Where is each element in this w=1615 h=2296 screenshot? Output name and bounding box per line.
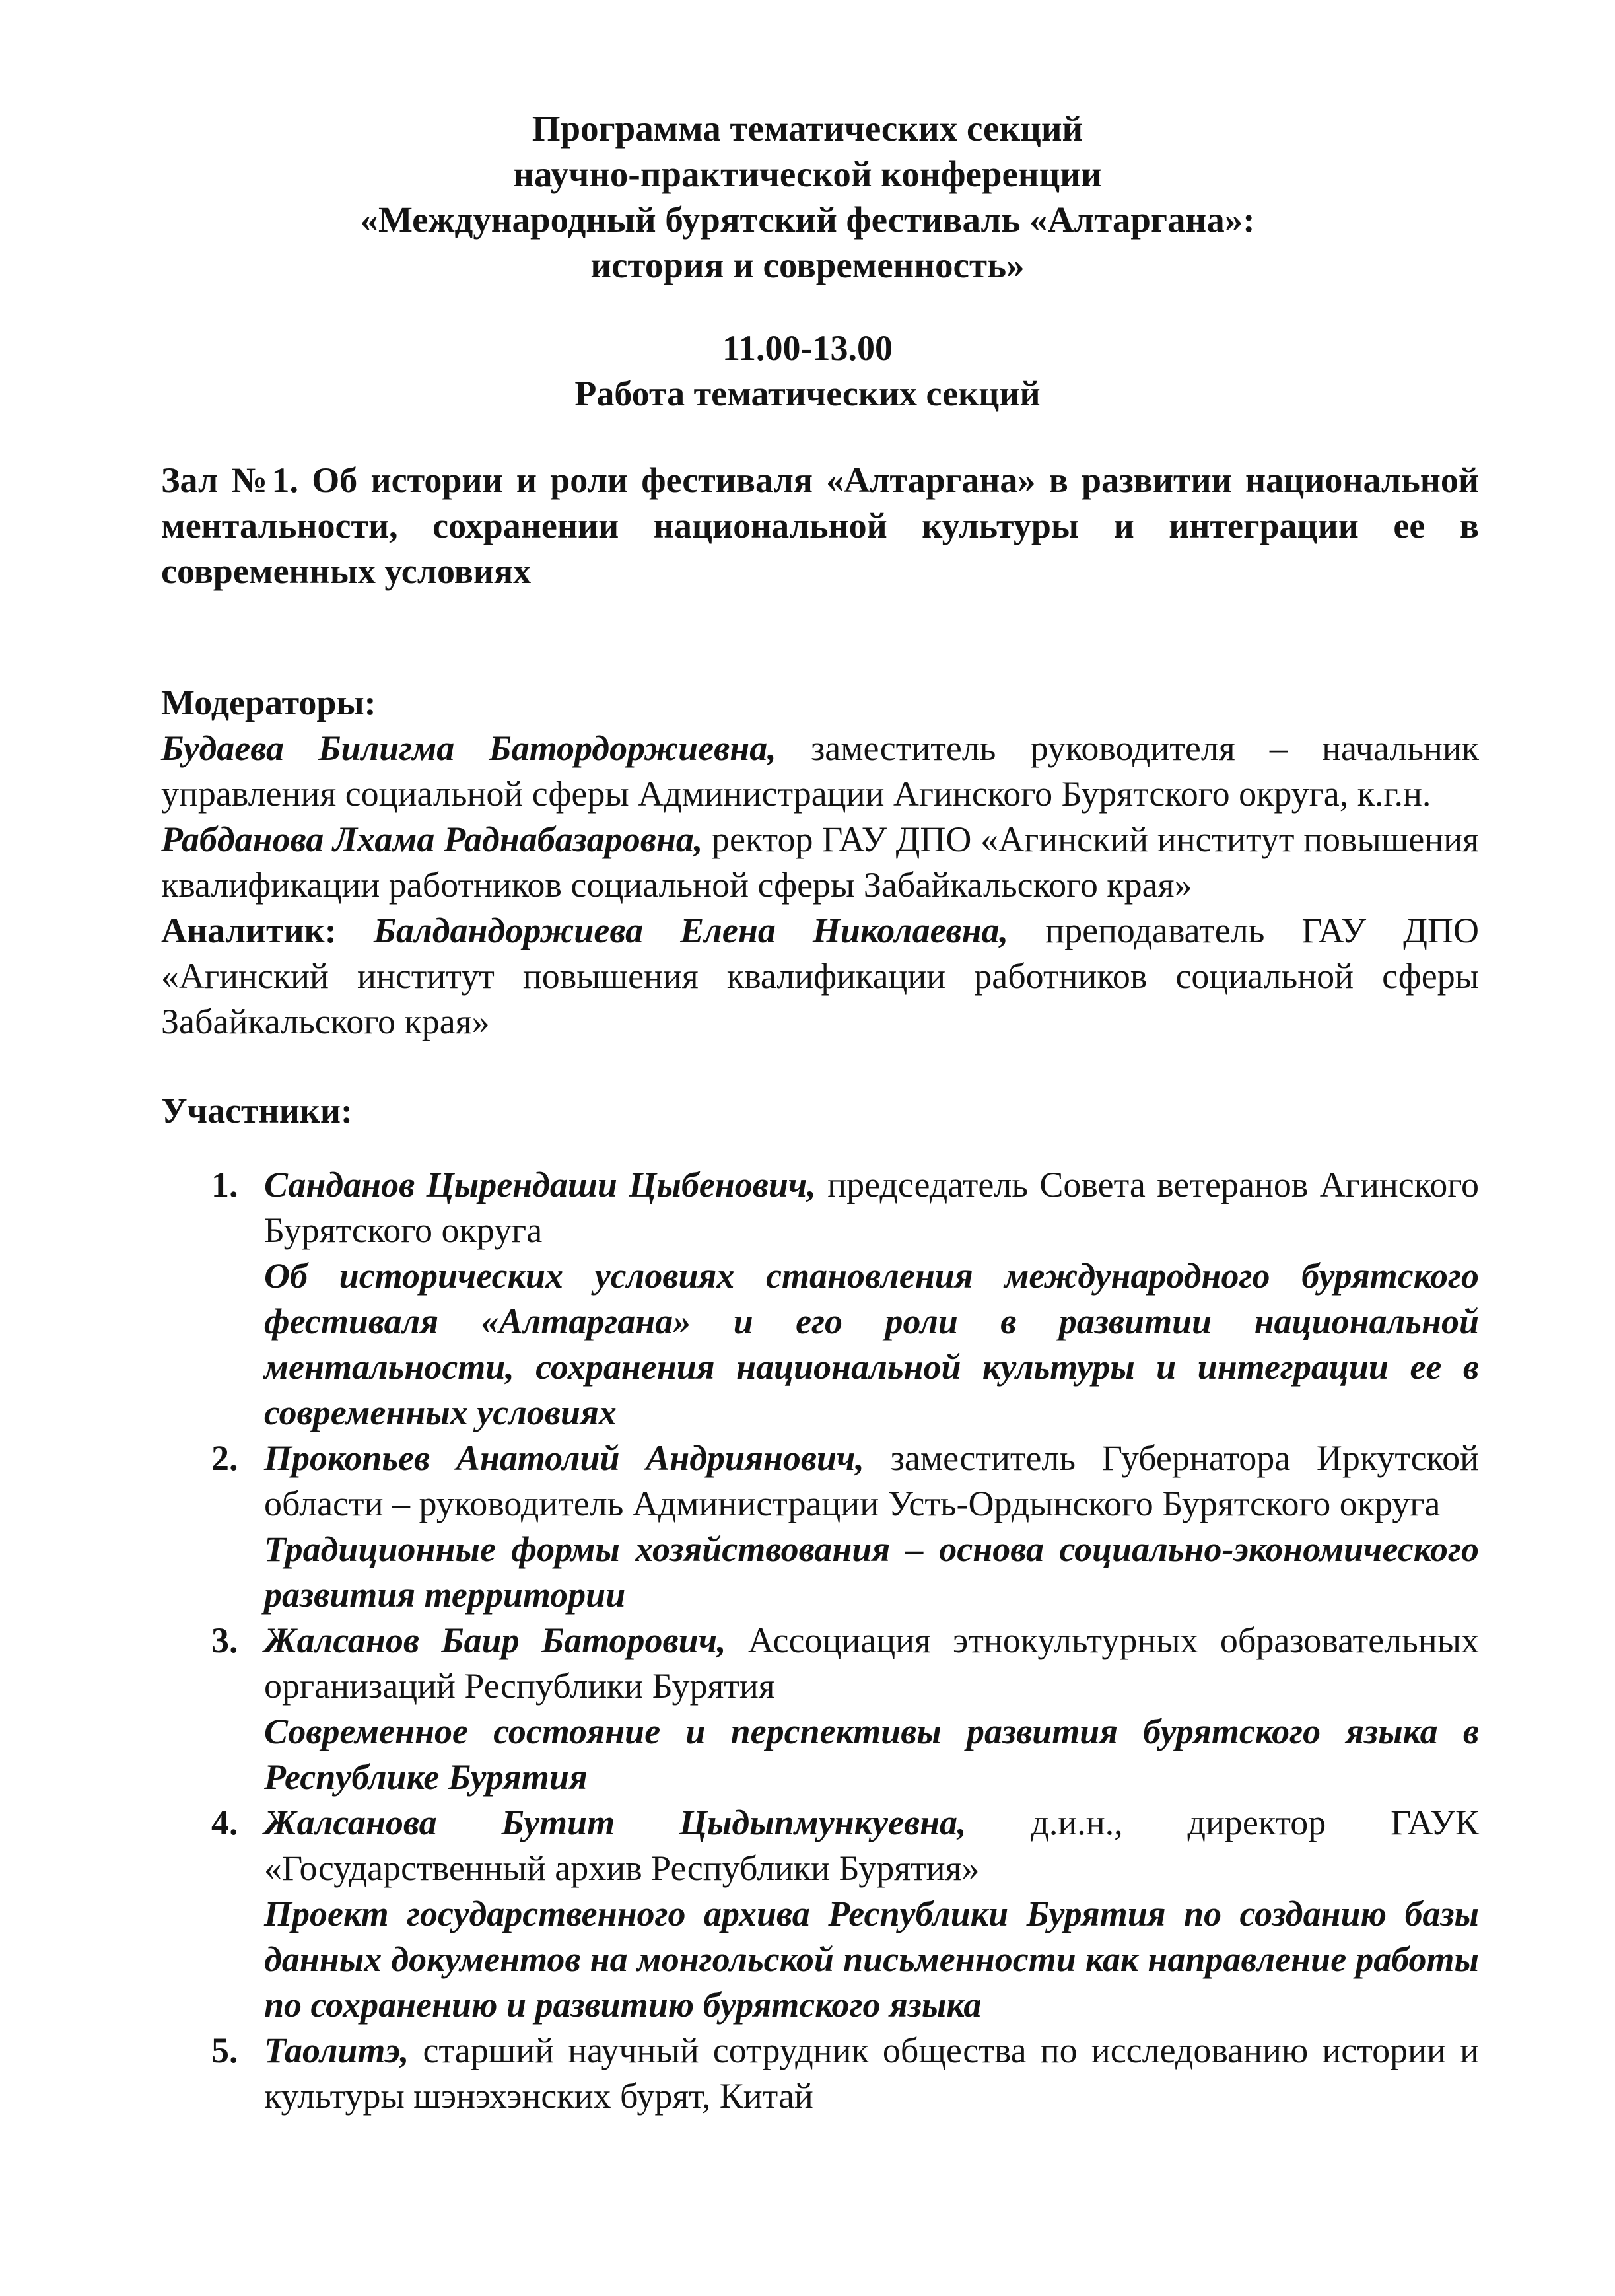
moderators-heading: Модераторы: xyxy=(161,683,376,722)
moderator-2-name: Рабданова Лхама Раднабазаровна, xyxy=(161,819,703,859)
list-item xyxy=(211,2028,1479,2119)
item-number: 3. xyxy=(211,1620,238,1660)
participant-role: старший научный сотрудник общества по исследованию истории и культуры шэнэхэнских бурят, Китай xyxy=(264,2031,1479,2116)
list-item xyxy=(211,1618,1479,1800)
talk-topic: Традиционные формы хозяйствования – основа социально-экономического развития территории xyxy=(264,1529,1479,1615)
item-number: 4. xyxy=(211,1803,238,1842)
analyst-label: Аналитик: xyxy=(161,911,374,950)
participant-name: Прокопьев Анатолий Андриянович, xyxy=(264,1438,864,1478)
session-label: Работа тематических секций xyxy=(574,374,1041,413)
talk-topic: Об исторических условиях становления международного бурятского фестиваля «Алтаргана» и его роли в развитии национальной ментальности, сохранения национальной культуры и интеграции ее в современных условиях xyxy=(264,1256,1479,1432)
list-item xyxy=(211,1436,1479,1618)
analyst-role: преподаватель ГАУ ДПО «Агинский институт повышения квалификации работников социальной сферы Забайкальского края» xyxy=(161,911,1479,1041)
participant-role: заместитель Губернатора Иркутской области – руководитель Администрации Усть-Ордынского Бурятского округа xyxy=(264,1438,1479,1523)
talk-topic: Современное состояние и перспективы развития бурятского языка в Республике Бурятия xyxy=(264,1712,1479,1797)
item-number: 1. xyxy=(211,1165,238,1204)
moderator-2 xyxy=(161,817,1479,908)
analyst-name: Балдандоржиева Елена Николаевна, xyxy=(373,911,1009,950)
hall-heading: Зал №1. Об истории и роли фестиваля «Алтаргана» в развитии национальной ментальности, сохранении национальной культуры и интеграции ее в современных условиях xyxy=(161,460,1479,591)
title-line-4: история и современность» xyxy=(590,245,1025,285)
participant-role: председатель Совета ветеранов Агинского Бурятского округа xyxy=(264,1165,1479,1250)
list-item xyxy=(211,1800,1479,2028)
participants-heading: Участники: xyxy=(161,1091,353,1131)
analyst xyxy=(161,908,1479,1045)
session-time-block xyxy=(0,326,1615,417)
moderator-1 xyxy=(161,726,1479,817)
moderators-section xyxy=(161,680,1479,1045)
title-line-1: Программа тематических секций xyxy=(532,108,1083,149)
title-line-3: «Международный бурятский фестиваль «Алтаргана»: xyxy=(360,199,1255,240)
participant-name: Жалсанов Баир Баторович, xyxy=(264,1620,726,1660)
participants-list xyxy=(211,1162,1479,2119)
talk-topic: Проект государственного архива Республики Бурятия по созданию базы данных документов на монгольской письменности как направление работы по сохранению и развитию бурятского языка xyxy=(264,1894,1479,2025)
list-item xyxy=(211,1162,1479,1436)
moderator-1-role: заместитель руководителя – начальник управления социальной сферы Администрации Агинского Бурятского округа, к.г.н. xyxy=(161,728,1479,814)
title-line-2: научно-практической конференции xyxy=(513,154,1102,194)
document-title xyxy=(0,106,1615,288)
item-number: 2. xyxy=(211,1438,238,1478)
participant-name: Санданов Цырендаши Цыбенович, xyxy=(264,1165,816,1204)
moderator-2-role: ректор ГАУ ДПО «Агинский институт повышения квалификации работников социальной сферы Забайкальского края» xyxy=(161,819,1479,905)
session-time: 11.00-13.00 xyxy=(722,328,893,368)
item-number: 5. xyxy=(211,2031,238,2070)
moderator-1-name: Будаева Билигма Батордоржиевна, xyxy=(161,728,776,768)
participant-role: Ассоциация этнокультурных образовательных организаций Республики Бурятия xyxy=(264,1620,1479,1706)
participant-name: Жалсанова Бутит Цыдыпмункуевна, xyxy=(264,1803,967,1842)
participant-name: Таолитэ, xyxy=(264,2031,409,2070)
participant-role: д.и.н., директор ГАУК «Государственный архив Республики Бурятия» xyxy=(264,1803,1479,1888)
